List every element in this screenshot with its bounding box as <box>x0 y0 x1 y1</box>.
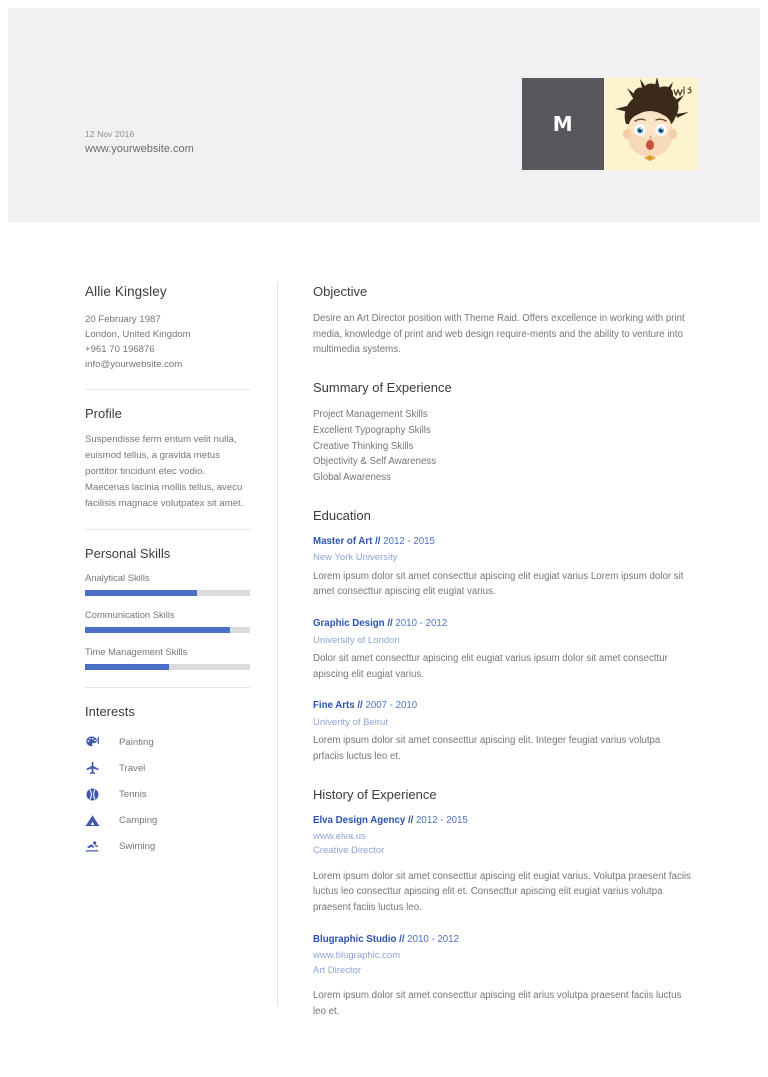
tennis-ball-icon <box>85 787 111 802</box>
entry-institution: University of London <box>313 634 400 646</box>
personal-skills-heading: Personal Skills <box>85 545 171 561</box>
summary-section <box>313 380 693 486</box>
skill-progress-track <box>85 590 250 596</box>
header-date: 12 Nov 2016 <box>85 129 135 139</box>
interest-item-painting <box>85 730 250 756</box>
tent-icon <box>85 813 111 828</box>
entry-header <box>313 617 693 631</box>
skill-communication <box>85 609 250 633</box>
summary-heading: Summary of Experience <box>313 380 452 396</box>
interests-heading: Interests <box>85 703 135 719</box>
entry-description: Lorem ipsum dolor sit amet consecttur apiscing elit eugiat varius Lorem ipsum dolor sit amet consecttur apiscing elit eugiat varius. <box>313 570 684 598</box>
logo-monogram <box>522 78 604 170</box>
entry-institution: New York University <box>313 552 398 564</box>
candidate-name: Allie Kingsley <box>85 284 167 299</box>
palette-icon <box>85 735 111 750</box>
entry-title: Fine Arts <box>313 700 355 712</box>
skill-progress-fill <box>85 627 230 633</box>
skill-progress-track <box>85 627 250 633</box>
interest-item-swimming <box>85 834 250 860</box>
interest-item-tennis <box>85 782 250 808</box>
experience-entry <box>313 933 693 1020</box>
contact-location: London, United Kingdom <box>85 328 191 340</box>
entry-dates: 2007 - 2010 <box>365 700 418 712</box>
divider-profile <box>85 389 250 390</box>
skill-label: Communication Skills <box>85 608 175 620</box>
entry-separator: // <box>407 814 414 826</box>
summary-list <box>313 407 693 486</box>
entry-separator: // <box>375 535 381 547</box>
entry-description: Dolor sit amet consecttur apiscing elit eugiat varius ipsum dolor sit amet consecttur apiscing elit eugiat varius. <box>313 652 668 680</box>
list-item: Project Management Skills <box>313 409 428 421</box>
contact-details <box>85 313 250 372</box>
education-entry <box>313 535 693 600</box>
entry-description: Lorem ipsum dolor sit amet consecttur apiscing elit arius volutpa praesent faciis luctus leo et. <box>313 989 682 1017</box>
cartoon-face-illustration <box>604 78 698 170</box>
skill-progress-fill <box>85 664 169 670</box>
entry-header <box>313 814 693 828</box>
entry-separator: // <box>357 700 363 712</box>
entry-header <box>313 933 693 947</box>
contact-email[interactable]: info@yourwebsite.com <box>85 358 183 370</box>
entry-institution: Univerity of Beirut <box>313 716 388 728</box>
cartoon-face-icon <box>604 78 698 170</box>
logo-letter: M <box>552 112 574 136</box>
skill-label: Time Management Skills <box>85 645 188 657</box>
history-heading: History of Experience <box>313 786 437 802</box>
header-band <box>8 8 760 222</box>
entry-title: Graphic Design <box>313 618 385 630</box>
entry-separator: // <box>399 933 405 945</box>
airplane-icon <box>85 761 111 776</box>
main-column <box>313 284 693 1041</box>
entry-description: Lorem ipsum dolor sit amet consecttur apiscing elit eugiat varius. Volutpa praesent faciis luctus leo consecttur apiscing elit et. Consecttur apiscing elit eugiat varius volutpa praesent faciis luctus leo. <box>313 870 692 914</box>
header-meta <box>85 128 194 158</box>
interest-item-travel <box>85 756 250 782</box>
skill-progress-fill <box>85 590 197 596</box>
entry-header <box>313 535 693 549</box>
contact-phone[interactable]: +961 70 196876 <box>85 343 155 355</box>
education-heading: Education <box>313 507 371 523</box>
list-item: Global Awareness <box>313 472 391 484</box>
interest-label: Swiming <box>119 841 156 853</box>
objective-text: Desire an Art Director position with Theme Raid. Offers excellence in working with print media, knowledge of print and web design require-ments and the ability to venture into multimedia systems. <box>313 313 685 356</box>
skill-label: Analytical Skills <box>85 571 150 583</box>
resume-page <box>8 8 760 1069</box>
education-entry <box>313 699 693 764</box>
skill-time-management <box>85 646 250 670</box>
sidebar-column <box>85 284 250 860</box>
history-section <box>313 787 693 1020</box>
divider-skills <box>85 529 250 530</box>
entry-dates: 2012 - 2015 <box>383 535 435 547</box>
list-item: Objectivity & Self Awareness <box>313 456 437 468</box>
entry-header <box>313 699 693 713</box>
skill-analytical <box>85 572 250 596</box>
interest-label: Travel <box>119 763 146 775</box>
entry-title: Elva Design Agency <box>313 814 406 826</box>
entry-dates: 2012 - 2015 <box>416 814 468 826</box>
entry-dates: 2010 - 2012 <box>395 618 448 630</box>
experience-entry <box>313 814 693 916</box>
interest-item-camping <box>85 808 250 834</box>
skill-progress-track <box>85 664 250 670</box>
interest-label: Tennis <box>119 789 147 801</box>
entry-website[interactable]: www.elva.us <box>313 831 366 843</box>
education-entry <box>313 617 693 682</box>
entry-role: Creative Director <box>313 845 385 857</box>
list-item: Creative Thinking Skills <box>313 440 414 452</box>
column-divider <box>277 282 278 1006</box>
logo-block <box>522 78 698 170</box>
swimmer-icon <box>85 839 111 854</box>
entry-website[interactable]: www.blugraphic.com <box>313 950 401 962</box>
entry-role: Art Director <box>313 964 362 976</box>
entry-description: Lorem ipsum dolor sit amet consecttur apiscing elit. Integer feugiat varius volutpa prfaciis luctus leo et. <box>313 735 661 762</box>
entry-title: Blugraphic Studio <box>313 933 397 945</box>
entry-title: Master of Art <box>313 535 373 547</box>
profile-text: Suspendisse ferm entum velit nulla, euismod tellus, a gravida metus porttitor tincidunt etec vodio. Maecenas lacinia mollis tellus, avecu facilisis magnace volutpatex sit amet. <box>85 434 244 509</box>
divider-interests <box>85 687 250 688</box>
entry-separator: // <box>387 618 393 630</box>
education-section <box>313 508 693 765</box>
interest-label: Camping <box>119 815 158 827</box>
header-website: www.yourwebsite.com <box>85 143 194 156</box>
objective-section <box>313 284 693 358</box>
list-item: Excellent Typography Skills <box>313 424 431 436</box>
interest-label: Painting <box>119 737 154 749</box>
contact-birthdate: 20 February 1987 <box>85 314 161 325</box>
entry-dates: 2010 - 2012 <box>407 933 459 945</box>
objective-heading: Objective <box>313 284 368 299</box>
profile-heading: Profile <box>85 406 122 422</box>
